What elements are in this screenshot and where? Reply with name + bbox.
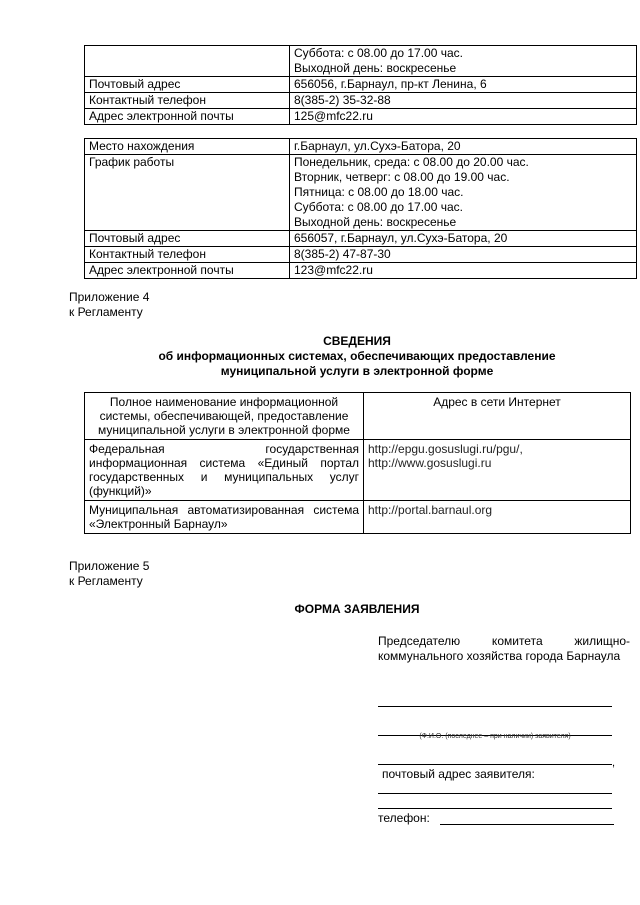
- applicant-extra-line[interactable]: [378, 764, 612, 765]
- form-title: ФОРМА ЗАЯВЛЕНИЯ: [294, 602, 420, 616]
- row-value: [290, 155, 637, 231]
- column-header-name: Полное наименование информационной системы, обеспечивающей, предоставление муниципальной услуги в электронной форме: [85, 393, 364, 440]
- row-label: Почтовый адрес: [85, 77, 290, 93]
- system-name: Муниципальная автоматизированная система «Электронный Барнаул»: [85, 501, 364, 534]
- system-link[interactable]: http://portal.barnaul.org: [368, 503, 493, 517]
- value-line: г.Барнаул, ул.Сухэ-Батора, 20: [294, 139, 461, 153]
- table-row: [85, 109, 637, 125]
- column-header-address: Адрес в сети Интернет: [364, 393, 631, 440]
- table-row: [85, 247, 637, 263]
- value-line: Понедельник, среда: с 08.00 до 20.00 час.: [294, 155, 529, 169]
- value-line: 656056, г.Барнаул, пр-кт Ленина, 6: [294, 77, 487, 91]
- row-label: [85, 46, 290, 77]
- mfc-office-table-2: [84, 138, 637, 279]
- appendix-number: Приложение 4: [69, 290, 150, 304]
- row-label: Контактный телефон: [85, 93, 290, 109]
- appendix-number: Приложение 5: [69, 559, 150, 573]
- value-line: Выходной день: воскресенье: [294, 61, 457, 75]
- value-line: 8(385-2) 47-87-30: [294, 247, 391, 261]
- system-name: Федеральная государственная информационная система «Единый портал государственных и муниципальных услуг (функций)»: [85, 440, 364, 501]
- systems-heading: [84, 334, 630, 379]
- heading-subtitle: об информационных системах, обеспечивающих предоставление: [158, 349, 556, 363]
- line-comma: ,: [612, 757, 616, 769]
- row-value: [290, 231, 637, 247]
- table-row: [85, 93, 637, 109]
- row-value: [290, 247, 637, 263]
- system-link[interactable]: http://www.gosuslugi.ru: [368, 456, 492, 470]
- information-systems-table: [84, 392, 631, 534]
- mfc-office-table-1: [84, 45, 637, 125]
- system-links: [364, 501, 631, 534]
- table-row: [85, 139, 637, 155]
- address-label: почтовый адрес заявителя:: [382, 767, 535, 781]
- table-header-row: [85, 393, 631, 440]
- row-value: [290, 263, 637, 279]
- form-recipient: Председателю комитета жилищно-коммунального хозяйства города Барнаула: [378, 634, 630, 663]
- row-value: [290, 109, 637, 125]
- heading-subtitle: муниципальной услуги в электронной форме: [220, 364, 494, 378]
- appendix-reference: к Регламенту: [69, 305, 143, 319]
- row-label: Адрес электронной почты: [85, 109, 290, 125]
- value-line: Суббота: с 08.00 до 17.00 час.: [294, 200, 463, 214]
- row-value: [290, 93, 637, 109]
- row-value: [290, 139, 637, 155]
- applicant-name-line[interactable]: [378, 706, 612, 707]
- table-row: [85, 231, 637, 247]
- value-line: Суббота: с 08.00 до 17.00 час.: [294, 46, 463, 60]
- value-line: 8(385-2) 35-32-88: [294, 93, 391, 107]
- row-label: Адрес электронной почты: [85, 263, 290, 279]
- row-value: [290, 46, 637, 77]
- value-line: Выходной день: воскресенье: [294, 215, 457, 229]
- table-row: [85, 46, 637, 77]
- table-row: [85, 155, 637, 231]
- system-link[interactable]: http://epgu.gosuslugi.ru/pgu/,: [368, 442, 523, 456]
- table-row: [85, 77, 637, 93]
- value-line: 125@mfc22.ru: [294, 109, 373, 123]
- value-line: Вторник, четверг: с 08.00 до 19.00 час.: [294, 170, 510, 184]
- phone-label: телефон:: [378, 811, 430, 825]
- table-row: [85, 440, 631, 501]
- heading-title: СВЕДЕНИЯ: [323, 334, 391, 348]
- row-label: Место нахождения: [85, 139, 290, 155]
- address-line-2[interactable]: [378, 808, 612, 809]
- appendix-reference: к Регламенту: [69, 574, 143, 588]
- value-line: Пятница: с 08.00 до 18.00 час.: [294, 185, 464, 199]
- appendix-5-label: [69, 559, 149, 589]
- table-row: [85, 501, 631, 534]
- value-line: 123@mfc22.ru: [294, 263, 373, 277]
- row-label: Контактный телефон: [85, 247, 290, 263]
- row-label: Почтовый адрес: [85, 231, 290, 247]
- address-line-1[interactable]: [378, 793, 612, 794]
- phone-line[interactable]: [440, 824, 614, 825]
- fio-caption: (Ф.И.О. (последнее – при наличии) заявителя): [419, 733, 571, 740]
- row-value: [290, 77, 637, 93]
- value-line: 656057, г.Барнаул, ул.Сухэ-Батора, 20: [294, 231, 508, 245]
- system-links: [364, 440, 631, 501]
- table-row: [85, 263, 637, 279]
- row-label: График работы: [85, 155, 290, 231]
- appendix-4-label: [69, 290, 149, 320]
